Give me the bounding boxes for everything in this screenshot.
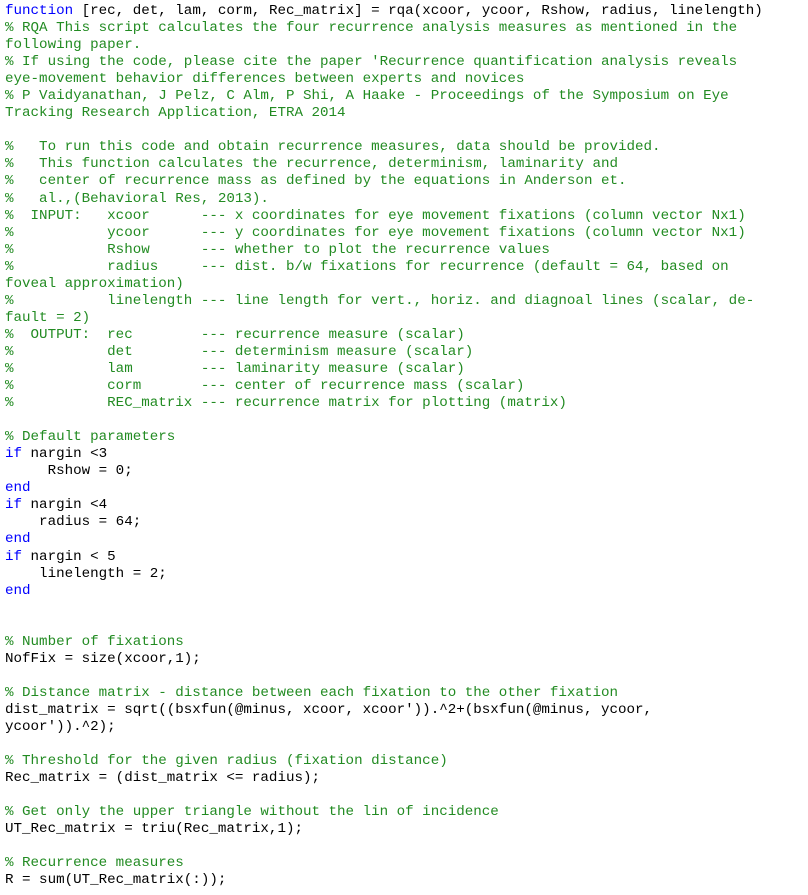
blank-line [5,668,805,685]
code-line [5,139,805,156]
keyword-token: end [5,531,31,548]
comment-text: % REC_matrix --- recurrence matrix for plotting (matrix) [5,395,567,412]
code-line [5,634,805,651]
code-line [5,463,805,480]
comment-text: % Number of fixations [5,633,184,650]
comment-text: % corm --- center of recurrence mass (scalar) [5,378,525,395]
code-text: R = sum(UT_Rec_matrix(:)); [5,872,227,889]
keyword-token: if [5,497,23,514]
code-text: ycoor')).^2); [5,718,116,735]
code-text: NofFix = size(xcoor,1); [5,650,201,667]
comment-text: % If using the code, please cite the paper 'Recurrence quantification analysis reveals [5,54,738,71]
code-line [5,395,805,412]
code-line [5,378,805,395]
code-line [5,685,805,702]
code-line [5,88,805,105]
comment-text: % Get only the upper triangle without the lin of incidence [5,804,499,821]
comment-text: % Recurrence measures [5,855,184,872]
comment-text: % INPUT: xcoor --- x coordinates for eye movement fixations (column vector Nx1) [5,207,746,224]
code-text: nargin <4 [22,497,108,514]
code-line [5,446,805,463]
code-line [5,276,805,293]
code-line [5,344,805,361]
code-line [5,54,805,71]
code-line [5,872,805,889]
code-text: Rshow = 0; [5,463,133,480]
code-line [5,855,805,872]
comment-text: following paper. [5,37,142,54]
code-line [5,566,805,583]
comment-text: Tracking Research Application, ETRA 2014 [5,105,346,122]
code-listing [5,3,805,889]
blank-line [5,412,805,429]
code-line [5,242,805,259]
code-line [5,20,805,37]
comment-text: % ycoor --- y coordinates for eye movement fixations (column vector Nx1) [5,224,746,241]
code-line [5,583,805,600]
keyword-token: if [5,548,23,565]
keyword-token: if [5,446,23,463]
comment-text: % P Vaidyanathan, J Pelz, C Alm, P Shi, A Haake - Proceedings of the Symposium on Eye [5,88,729,105]
code-line [5,191,805,208]
code-line [5,821,805,838]
blank-line [5,838,805,855]
code-text: [rec, det, lam, corm, Rec_matrix] = rqa(xcoor, ycoor, Rshow, radius, linelength) [73,3,763,19]
blank-line [5,787,805,804]
comment-text: foveal approximation) [5,275,184,292]
code-line [5,208,805,225]
comment-text: % To run this code and obtain recurrence measures, data should be provided. [5,139,661,156]
code-text: UT_Rec_matrix = triu(Rec_matrix,1); [5,821,303,838]
code-line [5,71,805,88]
code-line [5,531,805,548]
code-text: radius = 64; [5,514,142,531]
comment-text: % Threshold for the given radius (fixation distance) [5,753,448,770]
code-text: nargin <3 [22,446,108,463]
comment-text: % Rshow --- whether to plot the recurrence values [5,241,550,258]
code-line [5,293,805,310]
comment-text: eye-movement behavior differences between experts and novices [5,71,525,88]
blank-line [5,617,805,634]
keyword-token: end [5,582,31,599]
code-text: dist_matrix = sqrt((bsxfun(@minus, xcoor, xcoor')).^2+(bsxfun(@minus, ycoor, [5,701,653,718]
blank-line [5,600,805,617]
code-line [5,225,805,242]
blank-line [5,736,805,753]
code-line [5,804,805,821]
code-line [5,719,805,736]
keyword-token: function [5,3,74,19]
code-line [5,156,805,173]
comment-text: % linelength --- line length for vert., horiz. and diagnoal lines (scalar, de- [5,292,755,309]
keyword-token: end [5,480,31,497]
code-line [5,3,805,20]
code-line [5,770,805,787]
comment-text: % al.,(Behavioral Res, 2013). [5,190,269,207]
comment-text: % RQA This script calculates the four recurrence analysis measures as mentioned in the [5,20,738,37]
comment-text: % center of recurrence mass as defined by the equations in Anderson et. [5,173,627,190]
comment-text: % det --- determinism measure (scalar) [5,343,474,360]
code-line [5,480,805,497]
code-line [5,105,805,122]
code-line [5,37,805,54]
code-line [5,310,805,327]
comment-text: % Default parameters [5,429,176,446]
comment-text: % radius --- dist. b/w fixations for recurrence (default = 64, based on [5,258,729,275]
code-line [5,259,805,276]
comment-text: % OUTPUT: rec --- recurrence measure (scalar) [5,326,465,343]
comment-text: % Distance matrix - distance between each fixation to the other fixation [5,684,618,701]
code-line [5,361,805,378]
code-line [5,173,805,190]
code-text: nargin < 5 [22,548,116,565]
comment-text: % This function calculates the recurrence, determinism, laminarity and [5,156,618,173]
code-line [5,753,805,770]
code-text: Rec_matrix = (dist_matrix <= radius); [5,770,321,787]
code-line [5,702,805,719]
code-line [5,429,805,446]
code-line [5,327,805,344]
code-line [5,549,805,566]
blank-line [5,122,805,139]
code-line [5,651,805,668]
code-line [5,514,805,531]
code-line [5,497,805,514]
comment-text: fault = 2) [5,309,91,326]
code-text: linelength = 2; [5,565,167,582]
comment-text: % lam --- laminarity measure (scalar) [5,360,465,377]
